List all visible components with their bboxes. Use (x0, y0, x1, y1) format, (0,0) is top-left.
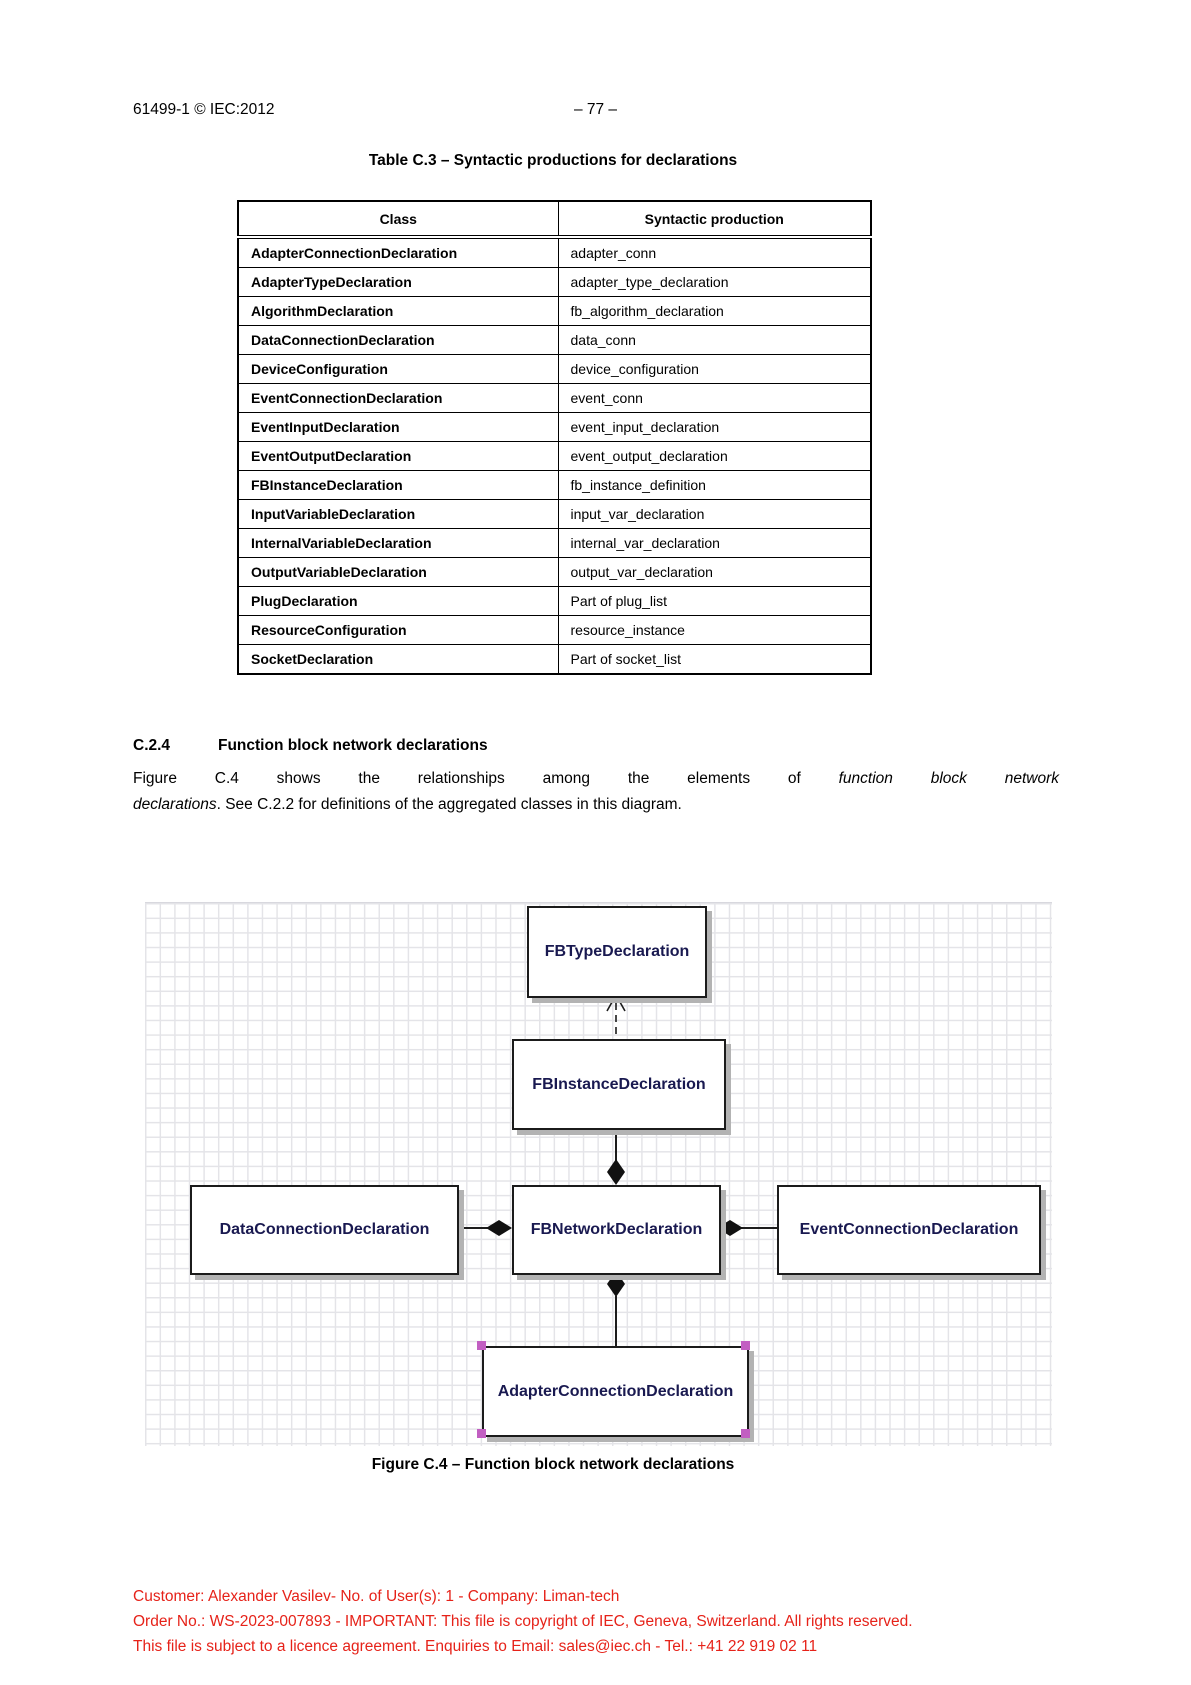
footer-line-3: This file is subject to a licence agreement. Enquiries to Email: sales@iec.ch - Tel.: +41 22 919 02 11 (133, 1638, 818, 1655)
class-cell: SocketDeclaration (238, 645, 558, 675)
paragraph-line-1 (133, 766, 1059, 792)
figure-caption: Figure C.4 – Function block network declarations (371, 1456, 735, 1473)
class-box-label: FBInstanceDeclaration (532, 1075, 706, 1093)
table-header-row (238, 201, 871, 237)
composition-diamond-icon (486, 1220, 512, 1236)
production-cell: device_configuration (558, 355, 871, 384)
license-footer (133, 1584, 1073, 1659)
syntactic-productions-table (237, 200, 872, 675)
page-number: – 77 – (573, 101, 618, 118)
production-cell: output_var_declaration (558, 558, 871, 587)
class-cell: AdapterConnectionDeclaration (238, 237, 558, 268)
class-cell: DeviceConfiguration (238, 355, 558, 384)
class-box-dataconnectiondeclaration (190, 1185, 459, 1275)
class-cell: OutputVariableDeclaration (238, 558, 558, 587)
class-box-fbnetworkdeclaration (512, 1185, 721, 1275)
class-cell: EventOutputDeclaration (238, 442, 558, 471)
production-cell: fb_algorithm_declaration (558, 297, 871, 326)
body-paragraph (133, 766, 1059, 817)
paragraph-text: Figure C.4 shows the relationships among the elements of (133, 770, 801, 787)
class-cell: PlugDeclaration (238, 587, 558, 616)
generalization-arrow-icon (607, 995, 625, 1039)
selection-handle (477, 1341, 486, 1350)
table-row (238, 500, 871, 529)
table-row (238, 529, 871, 558)
production-cell: input_var_declaration (558, 500, 871, 529)
selection-handle (741, 1429, 750, 1438)
paragraph-text: . See C.2.2 for definitions of the aggregated classes in this diagram. (216, 795, 682, 813)
table-row (238, 558, 871, 587)
class-cell: ResourceConfiguration (238, 616, 558, 645)
class-box-label: EventConnectionDeclaration (799, 1221, 1019, 1238)
table-title: Table C.3 – Syntactic productions for declarations (368, 152, 738, 169)
table-row (238, 645, 871, 675)
class-box-adapterconnectiondeclaration (482, 1346, 749, 1437)
composition-diamond-icon (607, 1159, 625, 1185)
production-cell: data_conn (558, 326, 871, 355)
class-cell: FBInstanceDeclaration (238, 471, 558, 500)
class-cell: EventInputDeclaration (238, 413, 558, 442)
paragraph-italic-text: function block network (838, 770, 1059, 787)
class-box-fbtypedeclaration (527, 906, 707, 998)
class-cell: AlgorithmDeclaration (238, 297, 558, 326)
table-row (238, 616, 871, 645)
table-row (238, 384, 871, 413)
class-cell: EventConnectionDeclaration (238, 384, 558, 413)
table-row (238, 326, 871, 355)
section-title: Function block network declarations (218, 737, 488, 754)
selection-handle (741, 1341, 750, 1350)
table-row (238, 587, 871, 616)
table-row (238, 413, 871, 442)
section-heading (133, 737, 488, 755)
table-row (238, 442, 871, 471)
footer-line-2: Order No.: WS-2023-007893 - IMPORTANT: This file is copyright of IEC, Geneva, Switzerland. All rights reserved. (133, 1613, 913, 1630)
class-cell: InternalVariableDeclaration (238, 529, 558, 558)
class-cell: InputVariableDeclaration (238, 500, 558, 529)
class-box-fbinstancedeclaration (512, 1039, 726, 1130)
production-cell: event_output_declaration (558, 442, 871, 471)
production-cell: resource_instance (558, 616, 871, 645)
production-cell: internal_var_declaration (558, 529, 871, 558)
production-cell: event_input_declaration (558, 413, 871, 442)
table-row (238, 355, 871, 384)
page-header (133, 101, 1058, 121)
paragraph-line-2 (133, 792, 1059, 818)
class-cell: DataConnectionDeclaration (238, 326, 558, 355)
class-box-label: FBTypeDeclaration (544, 943, 690, 960)
production-cell: adapter_conn (558, 237, 871, 268)
table-row (238, 471, 871, 500)
selection-handle (477, 1429, 486, 1438)
production-cell: fb_instance_definition (558, 471, 871, 500)
production-cell: event_conn (558, 384, 871, 413)
production-cell: Part of plug_list (558, 587, 871, 616)
doc-reference: 61499-1 © IEC:2012 (133, 101, 275, 118)
table-row (238, 268, 871, 297)
class-box-label: AdapterConnectionDeclaration (497, 1382, 734, 1400)
section-number: C.2.4 (133, 737, 171, 754)
paragraph-italic-text: declarations (133, 795, 217, 813)
class-cell: AdapterTypeDeclaration (238, 268, 558, 297)
column-header-production: Syntactic production (558, 201, 871, 237)
figure-c4-diagram (145, 902, 1052, 1446)
footer-line-1: Customer: Alexander Vasilev- No. of User(s): 1 - Company: Liman-tech (133, 1588, 620, 1605)
table-row (238, 237, 871, 268)
column-header-class: Class (238, 201, 558, 237)
production-cell: adapter_type_declaration (558, 268, 871, 297)
table-row (238, 297, 871, 326)
class-box-label: FBNetworkDeclaration (530, 1221, 703, 1238)
class-box-eventconnectiondeclaration (777, 1185, 1041, 1275)
production-cell: Part of socket_list (558, 645, 871, 675)
class-box-label: DataConnectionDeclaration (219, 1221, 430, 1238)
